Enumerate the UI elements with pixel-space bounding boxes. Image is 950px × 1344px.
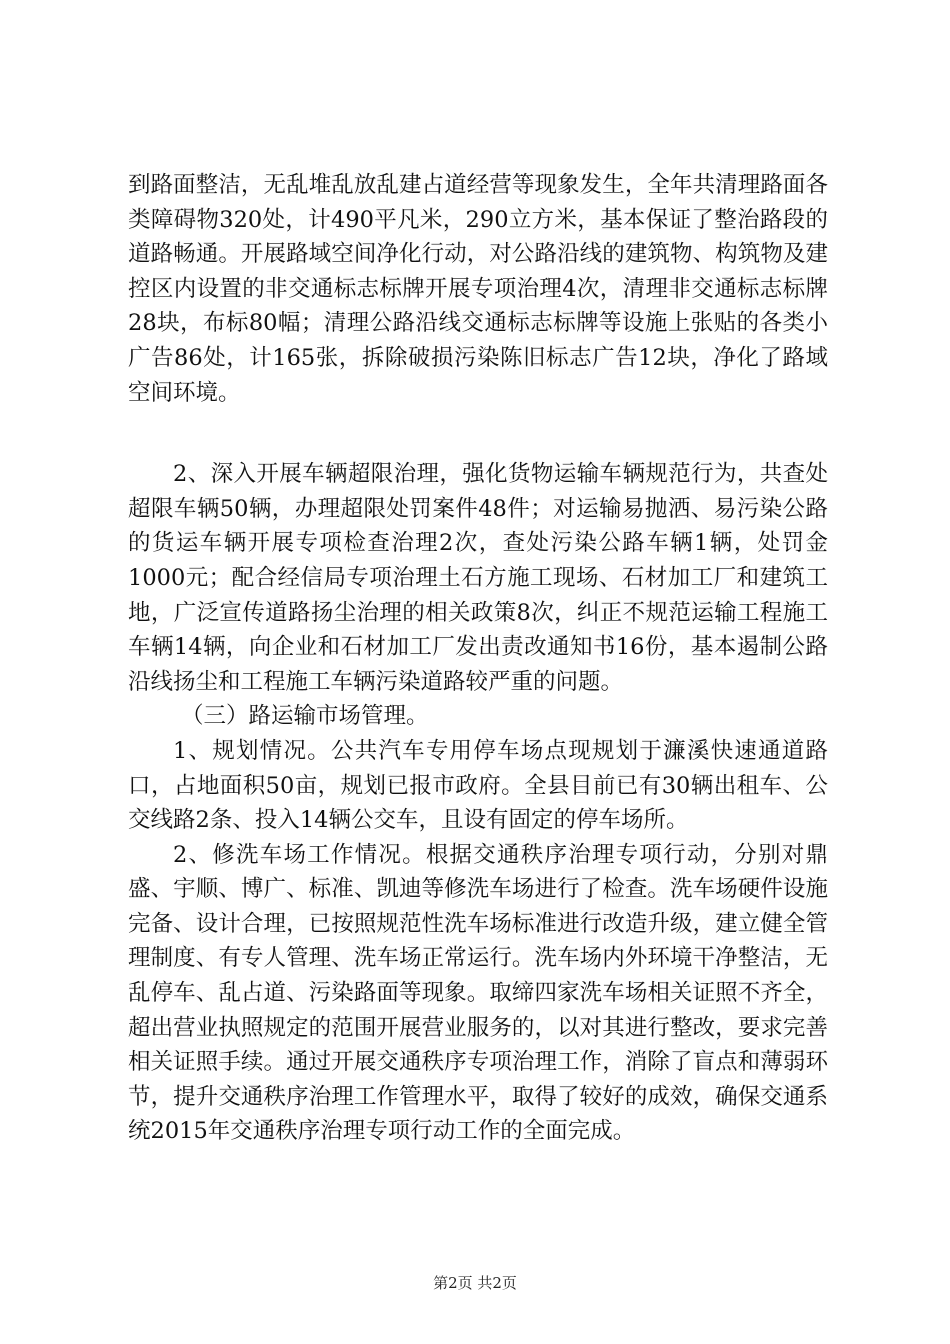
paragraph-overload-control: 2、深入开展车辆超限治理，强化货物运输车辆规范行为，共查处超限车辆50辆，办理超限处罚案件48件；对运输易抛洒、易污染公路的货运车辆开展专项检查治理2次，查处污染公路车辆1辆，处罚金1000元；配合经信局专项治理土石方施工现场、石材加工厂和建筑工地，广泛宣传道路扬尘治理的相关政策8次，纠正不规范运输工程施工车辆14辆，向企业和石材加工厂发出责改通知书16份，基本遏制公路沿线扬尘和工程施工车辆污染道路较严重的问题。 [128,461,828,695]
paragraph-car-wash: 2、修洗车场工作情况。根据交通秩序治理专项行动，分别对鼎盛、宇顺、博广、标准、凯迪等修洗车场进行了检查。洗车场硬件设施完备、设计合理，已按照规范性洗车场标准进行改造升级，建立健全管理制度、有专人管理、洗车场正常运行。洗车场内外环境干净整洁，无乱停车、乱占道、污染路面等现象。取缔四家洗车场相关证照不齐全，超出营业执照规定的范围开展营业服务的，以对其进行整改，要求完善相关证照手续。通过开展交通秩序专项治理工作，消除了盲点和薄弱环节，提升交通秩序治理工作管理水平，取得了较好的成效，确保交通系统2015年交通秩序治理专项行动工作的全面完成。 [128,841,828,1145]
section-heading-transport-market: （三）路运输市场管理。 [181,703,429,730]
paragraph-planning: 1、规划情况。公共汽车专用停车场点现规划于濂溪快速通道路口，占地面积50亩，规划已报市政府。全县目前已有30辆出租车、公交线路2条、投入14辆公交车，且设有固定的停车场所。 [128,737,828,834]
document-body [128,168,828,1149]
paragraph-road-cleanup: 到路面整洁，无乱堆乱放乱建占道经营等现象发生，全年共清理路面各类障碍物320处，计490平凡米，290立方米，基本保证了整治路段的道路畅通。开展路域空间净化行动，对公路沿线的建筑物、构筑物及建控区内设置的非交通标志标牌开展专项治理4次，清理非交通标志标牌28块，布标80幅；清理公路沿线交通标志标牌等设施上张贴的各类小广告86处，计165张，拆除破损污染陈旧标志广告12块，净化了路域空间环境。 [128,172,828,406]
page-footer: 第2页 共2页 [433,1274,517,1292]
